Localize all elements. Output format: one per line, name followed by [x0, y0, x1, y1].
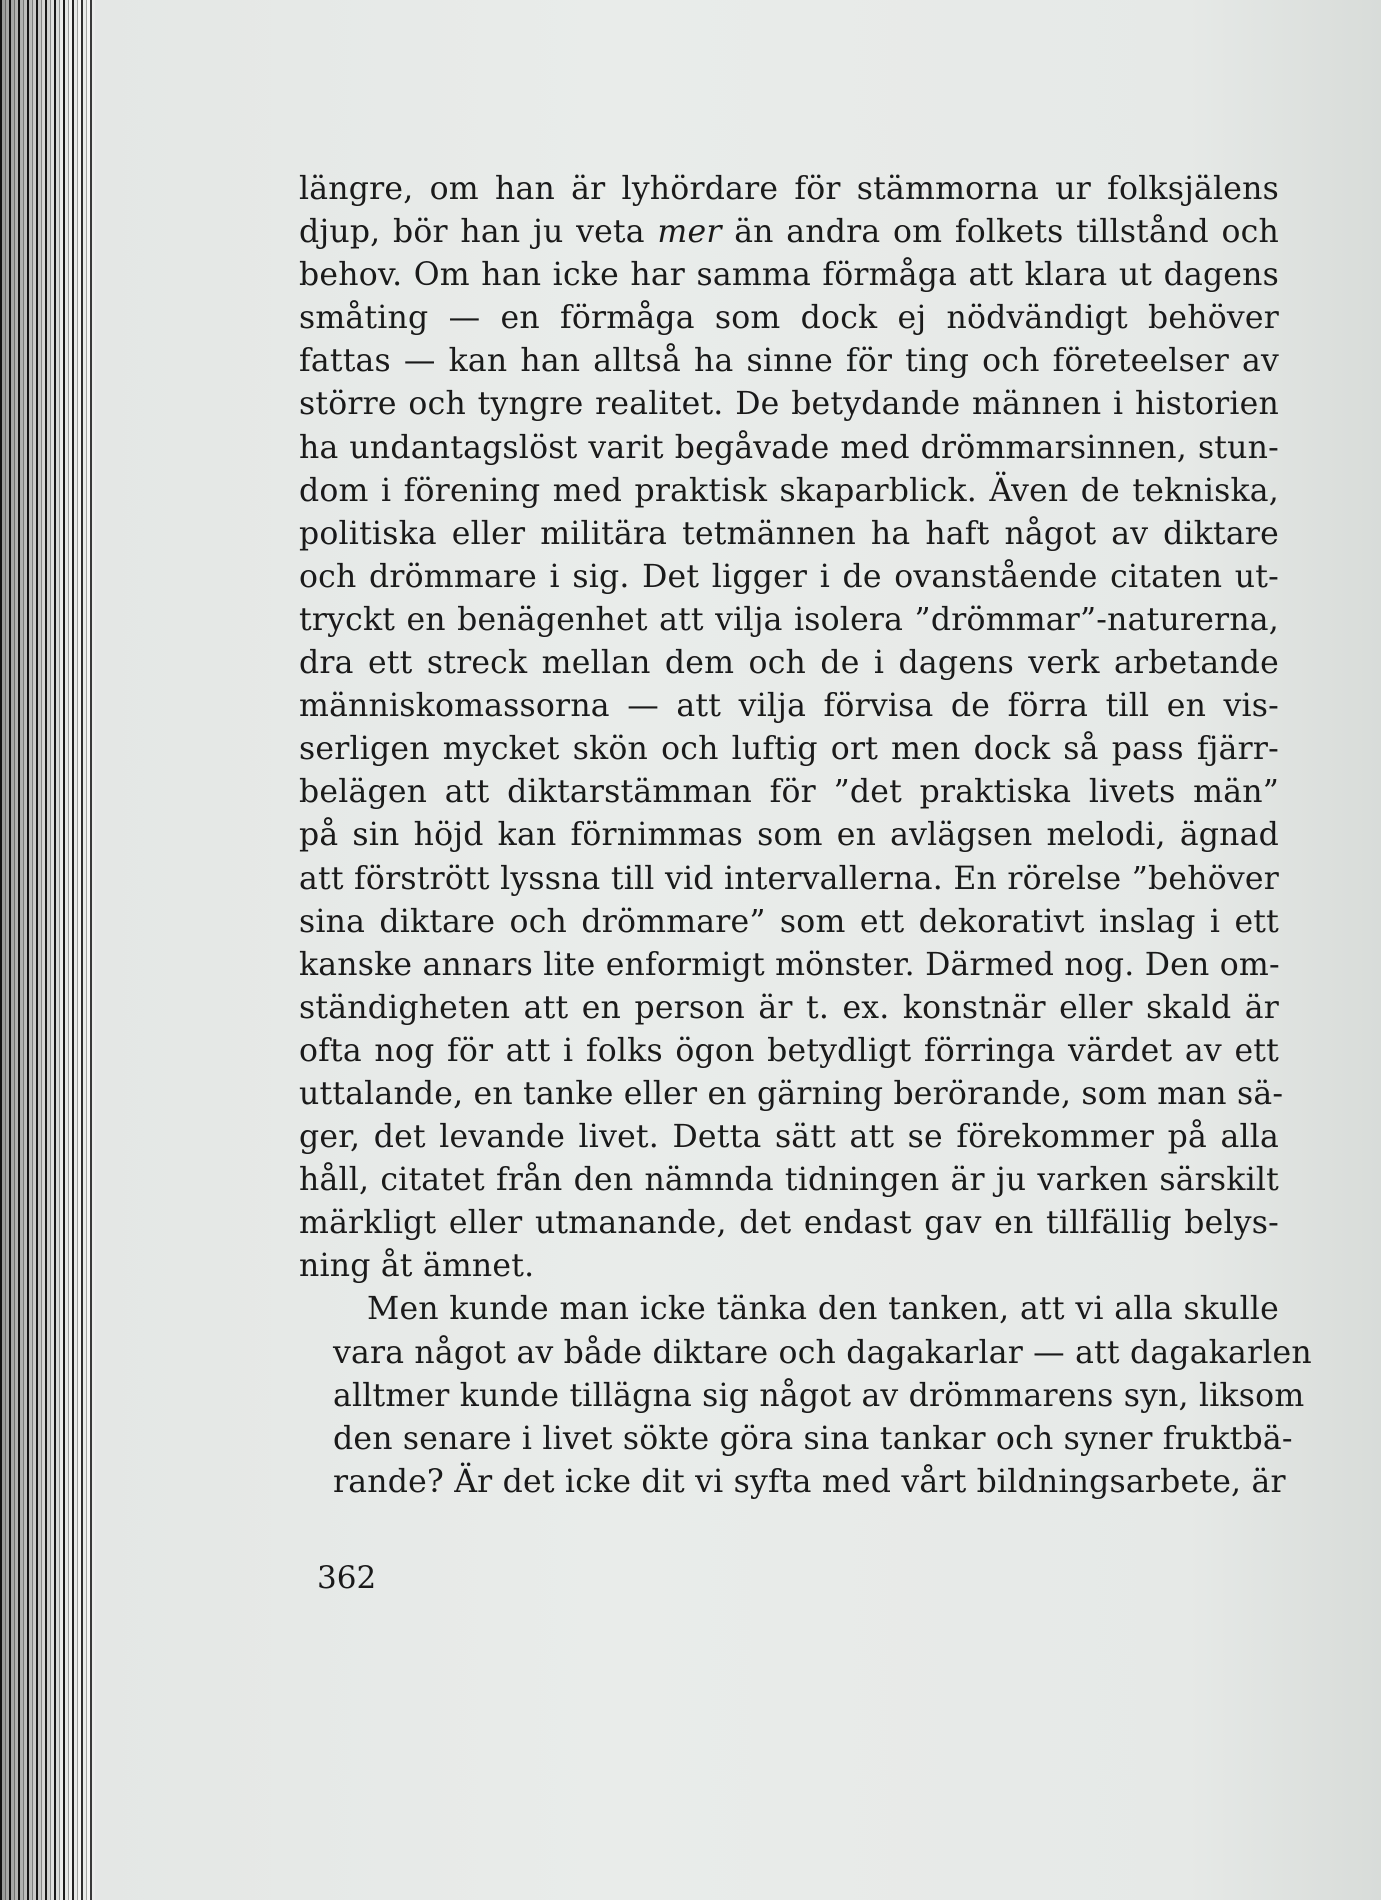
text-line: större och tyngre realitet. De betydande männen i historien — [299, 386, 1279, 423]
body-text — [299, 168, 1312, 1504]
text-line: uttalande, en tanke eller en gärning berörande, som man sä- — [299, 1075, 1284, 1112]
text-line: att förstrött lyssna till vid intervallerna. En rörelse ”behöver — [299, 860, 1279, 897]
text-line: behov. Om han icke har samma förmåga att klara ut dagens — [299, 257, 1279, 294]
text-line: håll, citatet från den nämnda tidningen är ju varken särskilt — [299, 1162, 1279, 1199]
text-line: märkligt eller utmanande, det endast gav en tillfällig belys- — [299, 1205, 1279, 1242]
text-line: politiska eller militära tetmännen ha haft något av diktare — [299, 515, 1279, 552]
text-line: ger, det levande livet. Detta sätt att se förekommer på alla — [299, 1119, 1279, 1156]
text-line: kanske annars lite enformigt mönster. Därmed nog. Den om- — [299, 946, 1280, 983]
book-page — [95, 0, 1381, 1900]
text-line: dra ett streck mellan dem och de i dagens verk arbetande — [299, 645, 1279, 682]
text-segment: än andra om folkets tillstånd och — [721, 214, 1279, 251]
book-page-edges — [0, 0, 95, 1900]
text-line: ning åt ämnet. — [299, 1248, 535, 1285]
text-line: och drömmare i sig. Det ligger i de ovanstående citaten ut- — [299, 558, 1279, 595]
text-line: Men kunde man icke tänka den tanken, att vi alla skulle — [367, 1291, 1279, 1328]
text-line: ha undantagslöst varit begåvade med drömmarsinnen, stun- — [299, 429, 1279, 466]
text-line: rande? Är det icke dit vi syfta med vårt bildningsarbete, är — [333, 1463, 1286, 1500]
text-line — [299, 211, 1279, 254]
text-line: sina diktare och drömmare” som ett dekorativt inslag i ett — [299, 903, 1279, 940]
paragraph-1 — [299, 168, 1284, 1288]
page-number: 362 — [317, 1560, 377, 1596]
text-line: dom i förening med praktisk skaparblick. Även de tekniska, — [299, 472, 1279, 509]
italic-word: mer — [657, 214, 722, 251]
text-line: småting — en förmåga som dock ej nödvändigt behöver — [299, 300, 1279, 337]
paragraph-2 — [299, 1288, 1312, 1503]
text-line: belägen att diktarstämman för ”det praktiska livets män” — [299, 774, 1279, 811]
text-segment: djup, bör han ju veta — [299, 214, 658, 251]
text-line: fattas — kan han alltså ha sinne för ting och företeelser av — [299, 343, 1279, 380]
text-line: ständigheten att en person är t. ex. konstnär eller skald är — [299, 989, 1279, 1026]
text-line: serligen mycket skön och luftig ort men dock så pass fjärr- — [299, 731, 1279, 768]
text-line: vara något av både diktare och dagakarlar — att dagakarlen — [333, 1334, 1312, 1371]
text-line: ofta nog för att i folks ögon betydligt förringa värdet av ett — [299, 1032, 1279, 1069]
text-line: tryckt en benägenhet att vilja isolera ”drömmar”-naturerna, — [299, 601, 1279, 638]
text-line: människomassorna — att vilja förvisa de förra till en vis- — [299, 688, 1279, 725]
text-line: alltmer kunde tillägna sig något av drömmarens syn, liksom — [333, 1377, 1305, 1414]
text-line: den senare i livet sökte göra sina tankar och syner fruktbä- — [333, 1420, 1293, 1457]
text-line: längre, om han är lyhördare för stämmorna ur folksjälens — [299, 171, 1279, 207]
text-line: på sin höjd kan förnimmas som en avlägsen melodi, ägnad — [299, 817, 1279, 854]
